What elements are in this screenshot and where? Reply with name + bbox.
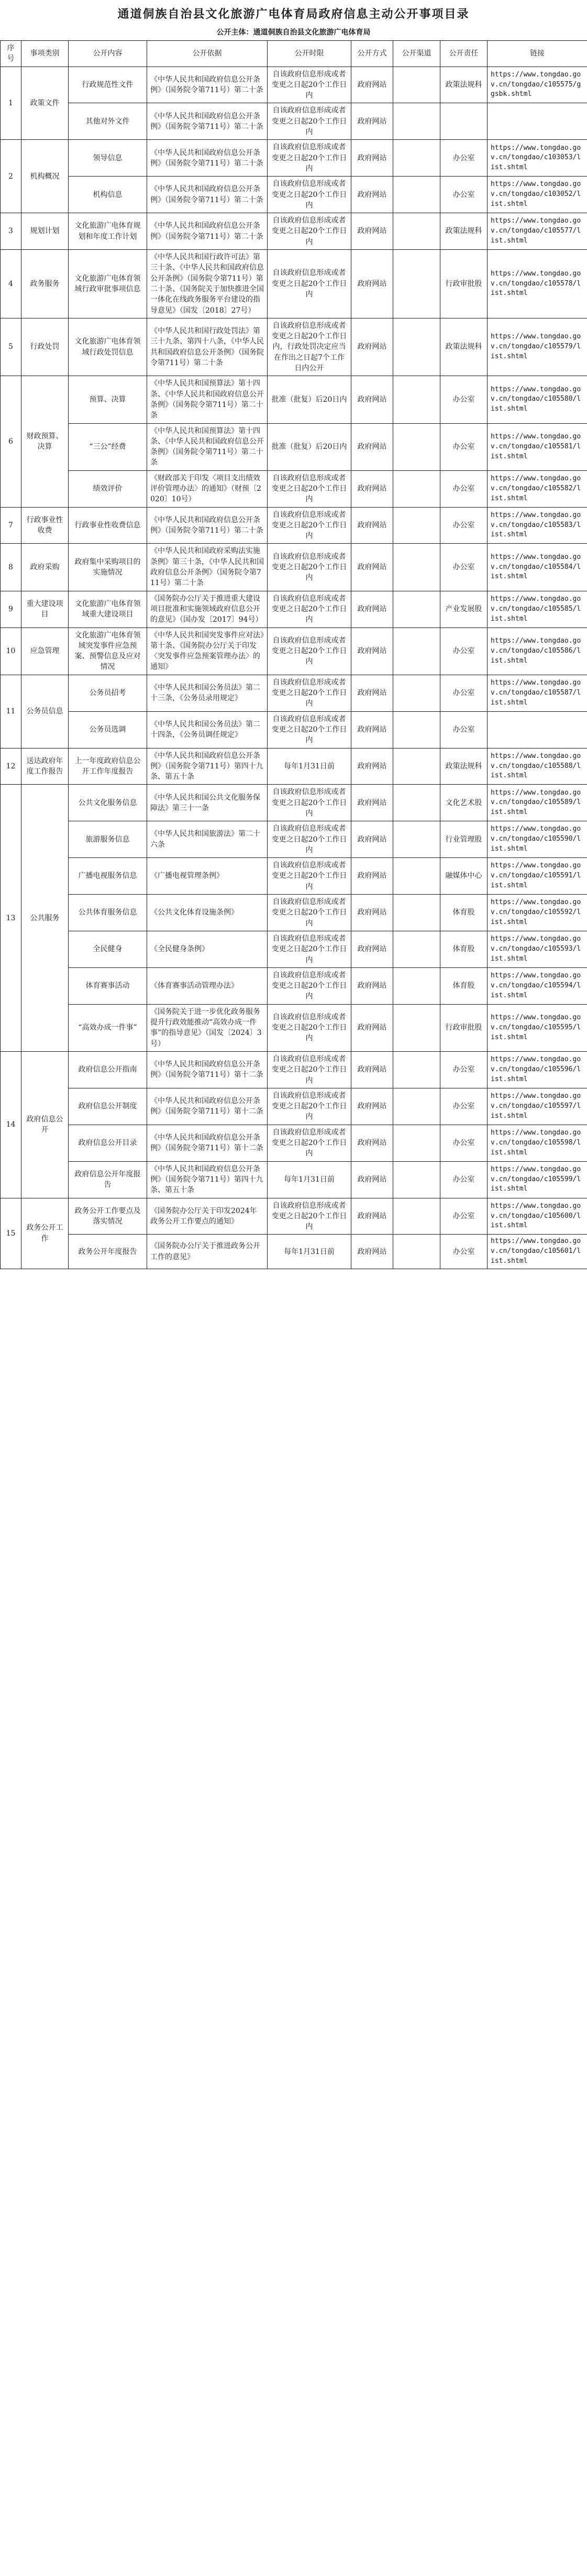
cell-method: 政府网站 xyxy=(351,895,393,931)
cell-category: 政务服务 xyxy=(21,250,69,318)
cell-category: 政府采购 xyxy=(21,544,69,591)
table-row xyxy=(1,507,587,544)
cell-no: 6 xyxy=(1,376,21,507)
cell-owner: 办公室 xyxy=(440,1161,488,1198)
cell-category: 行政事业性收费 xyxy=(21,507,69,544)
cell-method: 政府网站 xyxy=(351,544,393,591)
cell-basis: 《中华人民共和国政府信息公开条例》（国务院令第711号）第二十条 xyxy=(147,213,268,250)
cell-basis: 《广播电视管理条例》 xyxy=(147,858,268,895)
cell-method: 政府网站 xyxy=(351,1235,393,1269)
cell-basis: 《中华人民共和国政府信息公开条例》（国务院令第711号）第十二条 xyxy=(147,1125,268,1161)
table-row xyxy=(1,858,587,895)
cell-owner: 办公室 xyxy=(440,544,488,591)
table-row xyxy=(1,1088,587,1125)
cell-basis: 《国务院办公厅关于印发2024年政务公开工作要点的通知》 xyxy=(147,1198,268,1235)
table-row xyxy=(1,591,587,628)
cell-method: 政府网站 xyxy=(351,931,393,967)
cell-category: 政策文件 xyxy=(21,67,69,140)
cell-time-limit: 自该政府信息形成或者变更之日起20个工作日内，行政处罚决定应当在作出之日起7个工作日内公开 xyxy=(268,318,351,376)
cell-content: 政务公开年度报告 xyxy=(69,1235,147,1269)
cell-link[interactable]: https://www.tongdao.gov.cn/tongdao/c105588/list.shtml xyxy=(488,748,587,785)
cell-content: 旅游服务信息 xyxy=(69,821,147,858)
cell-basis: 《财政部关于印发〈项目支出绩效评价管理办法〉的通知》（财预〔2020〕10号） xyxy=(147,470,268,507)
cell-link[interactable]: https://www.tongdao.gov.cn/tongdao/c105581/list.shtml xyxy=(488,423,587,470)
cell-method: 政府网站 xyxy=(351,1051,393,1088)
cell-owner: 政策法规科 xyxy=(440,748,488,785)
cell-channel xyxy=(393,748,440,785)
cell-time-limit: 每年1月31日前 xyxy=(268,1161,351,1198)
table-row xyxy=(1,931,587,967)
cell-link[interactable]: https://www.tongdao.gov.cn/tongdao/c105592/list.shtml xyxy=(488,895,587,931)
cell-basis: 《国务院办公厅关于推进政务公开工作的意见》 xyxy=(147,1235,268,1269)
cell-owner: 办公室 xyxy=(440,177,488,213)
cell-channel xyxy=(393,591,440,628)
cell-channel xyxy=(393,103,440,140)
cell-content: 预算、决算 xyxy=(69,376,147,423)
table-row xyxy=(1,544,587,591)
cell-channel xyxy=(393,931,440,967)
cell-content: 政府信息公开年度报告 xyxy=(69,1161,147,1198)
cell-content: 行政事业性收费信息 xyxy=(69,507,147,544)
table-row xyxy=(1,821,587,858)
header-owner: 公开责任 xyxy=(440,41,488,67)
cell-owner: 办公室 xyxy=(440,1051,488,1088)
cell-owner: 政策法规科 xyxy=(440,318,488,376)
cell-link[interactable]: https://www.tongdao.gov.cn/tongdao/c105578/list.shtml xyxy=(488,250,587,318)
table-row xyxy=(1,1161,587,1198)
header-channel: 公开渠道 xyxy=(393,41,440,67)
cell-category: 公务员信息 xyxy=(21,675,69,748)
cell-owner: 办公室 xyxy=(440,628,488,675)
cell-owner: 办公室 xyxy=(440,470,488,507)
cell-owner: 体育股 xyxy=(440,967,488,1004)
table-row xyxy=(1,213,587,250)
cell-link[interactable]: https://www.tongdao.gov.cn/tongdao/c105593/list.shtml xyxy=(488,931,587,967)
cell-time-limit: 自该政府信息形成或者变更之日起20个工作日内 xyxy=(268,591,351,628)
cell-content: 绩效评价 xyxy=(69,470,147,507)
cell-time-limit: 自该政府信息形成或者变更之日起20个工作日内 xyxy=(268,931,351,967)
cell-basis: 《中华人民共和国政府信息公开条例》（国务院令第711号）第二十条 xyxy=(147,507,268,544)
cell-channel xyxy=(393,1198,440,1235)
cell-time-limit: 自该政府信息形成或者变更之日起20个工作日内 xyxy=(268,1125,351,1161)
cell-channel xyxy=(393,177,440,213)
cell-link[interactable]: https://www.tongdao.gov.cn/tongdao/c105575/ggsbk.shtml xyxy=(488,67,587,103)
cell-channel xyxy=(393,507,440,544)
cell-method: 政府网站 xyxy=(351,103,393,140)
cell-owner: 行政审批股 xyxy=(440,250,488,318)
cell-channel xyxy=(393,711,440,748)
cell-channel xyxy=(393,1004,440,1051)
cell-method: 政府网站 xyxy=(351,711,393,748)
cell-method: 政府网站 xyxy=(351,140,393,177)
cell-link[interactable]: https://www.tongdao.gov.cn/tongdao/c105582/list.shtml xyxy=(488,470,587,507)
cell-time-limit: 自该政府信息形成或者变更之日起20个工作日内 xyxy=(268,177,351,213)
cell-link[interactable]: https://www.tongdao.gov.cn/tongdao/c103052/list.shtml xyxy=(488,177,587,213)
table-row xyxy=(1,318,587,376)
cell-content: 文化旅游广电体育领域行政处罚信息 xyxy=(69,318,147,376)
cell-owner xyxy=(440,103,488,140)
cell-owner: 体育股 xyxy=(440,895,488,931)
table-row xyxy=(1,1125,587,1161)
cell-link[interactable]: https://www.tongdao.gov.cn/tongdao/c105597/list.shtml xyxy=(488,1088,587,1125)
cell-owner: 办公室 xyxy=(440,1198,488,1235)
cell-content: 机构信息 xyxy=(69,177,147,213)
cell-method: 政府网站 xyxy=(351,177,393,213)
cell-basis: 《中华人民共和国政府信息公开条例》（国务院令第711号）第二十条 xyxy=(147,140,268,177)
cell-content: 上一年度政府信息公开工作年度报告 xyxy=(69,748,147,785)
cell-category: 规划计划 xyxy=(21,213,69,250)
table-row xyxy=(1,177,587,213)
cell-method: 政府网站 xyxy=(351,858,393,895)
cell-time-limit: 自该政府信息形成或者变更之日起20个工作日内 xyxy=(268,507,351,544)
cell-content: 公共文化服务信息 xyxy=(69,785,147,821)
cell-link[interactable]: https://www.tongdao.gov.cn/tongdao/c105599/list.shtml xyxy=(488,1161,587,1198)
header-content: 公开内容 xyxy=(69,41,147,67)
cell-time-limit: 自该政府信息形成或者变更之日起20个工作日内 xyxy=(268,858,351,895)
cell-channel xyxy=(393,470,440,507)
cell-link[interactable]: https://www.tongdao.gov.cn/tongdao/c105591/list.shtml xyxy=(488,858,587,895)
cell-content: 广播电视服务信息 xyxy=(69,858,147,895)
cell-content: 文化旅游广电体育领域突发事件应急预案、预警信息及应对情况 xyxy=(69,628,147,675)
table-row xyxy=(1,470,587,507)
cell-no: 7 xyxy=(1,507,21,544)
cell-time-limit: 自该政府信息形成或者变更之日起20个工作日内 xyxy=(268,1004,351,1051)
cell-link[interactable]: https://www.tongdao.gov.cn/tongdao/c105580/list.shtml xyxy=(488,376,587,423)
cell-method: 政府网站 xyxy=(351,318,393,376)
cell-no: 11 xyxy=(1,675,21,748)
table-row xyxy=(1,967,587,1004)
cell-owner: 办公室 xyxy=(440,376,488,423)
cell-channel xyxy=(393,895,440,931)
header-link: 链接 xyxy=(488,41,587,67)
cell-link[interactable]: https://www.tongdao.gov.cn/tongdao/c105600/list.shtml xyxy=(488,1198,587,1235)
cell-link[interactable]: https://www.tongdao.gov.cn/tongdao/c103053/list.shtml xyxy=(488,140,587,177)
cell-time-limit: 批准（批复）后20日内 xyxy=(268,376,351,423)
header-method: 公开方式 xyxy=(351,41,393,67)
cell-time-limit: 自该政府信息形成或者变更之日起20个工作日内 xyxy=(268,140,351,177)
cell-link[interactable]: https://www.tongdao.gov.cn/tongdao/c105586/list.shtml xyxy=(488,628,587,675)
cell-link[interactable]: https://www.tongdao.gov.cn/tongdao/c105589/list.shtml xyxy=(488,785,587,821)
cell-owner: 办公室 xyxy=(440,711,488,748)
cell-channel xyxy=(393,628,440,675)
cell-channel xyxy=(393,1051,440,1088)
cell-method: 政府网站 xyxy=(351,748,393,785)
cell-channel xyxy=(393,1088,440,1125)
cell-no: 8 xyxy=(1,544,21,591)
cell-link[interactable]: https://www.tongdao.gov.cn/tongdao/c105577/list.shtml xyxy=(488,213,587,250)
cell-method: 政府网站 xyxy=(351,250,393,318)
cell-content: 领导信息 xyxy=(69,140,147,177)
cell-no: 10 xyxy=(1,628,21,675)
cell-category: 机构概况 xyxy=(21,140,69,213)
cell-method: 政府网站 xyxy=(351,967,393,1004)
disclosure-catalog-table xyxy=(0,40,587,1269)
cell-content: 公共体育服务信息 xyxy=(69,895,147,931)
cell-no: 14 xyxy=(1,1051,21,1198)
cell-basis: 《中华人民共和国行政处罚法》第三十九条、第四十八条，《中华人民共和国政府信息公开条例》（国务院令第711号）第二十条 xyxy=(147,318,268,376)
cell-no: 12 xyxy=(1,748,21,785)
cell-method: 政府网站 xyxy=(351,785,393,821)
catalog-body xyxy=(1,67,587,1269)
cell-no: 5 xyxy=(1,318,21,376)
table-row xyxy=(1,711,587,748)
cell-channel xyxy=(393,140,440,177)
cell-basis: 《中华人民共和国突发事件应对法》第十条、《国务院办公厅关于印发〈突发事件应急预案管理办法〉的通知》 xyxy=(147,628,268,675)
cell-no: 9 xyxy=(1,591,21,628)
cell-content: 行政规范性文件 xyxy=(69,67,147,103)
cell-category: 重大建设项目 xyxy=(21,591,69,628)
cell-link[interactable]: https://www.tongdao.gov.cn/tongdao/c105595/list.shtml xyxy=(488,1004,587,1051)
cell-category: 送达政府年度工作报告 xyxy=(21,748,69,785)
cell-method: 政府网站 xyxy=(351,423,393,470)
cell-time-limit: 自该政府信息形成或者变更之日起20个工作日内 xyxy=(268,103,351,140)
cell-basis: 《中华人民共和国政府信息公开条例》（国务院令第711号）第二十条 xyxy=(147,103,268,140)
cell-owner: 办公室 xyxy=(440,507,488,544)
cell-content: 政务公开工作要点及落实情况 xyxy=(69,1198,147,1235)
cell-channel xyxy=(393,250,440,318)
table-row xyxy=(1,67,587,103)
cell-content: 文化旅游广电体育领域重大建设项目 xyxy=(69,591,147,628)
cell-channel xyxy=(393,785,440,821)
header-category: 事项类别 xyxy=(21,41,69,67)
table-row xyxy=(1,140,587,177)
cell-content: “三公”经费 xyxy=(69,423,147,470)
cell-channel xyxy=(393,1161,440,1198)
cell-time-limit: 自该政府信息形成或者变更之日起20个工作日内 xyxy=(268,1051,351,1088)
cell-owner: 政策法规科 xyxy=(440,213,488,250)
cell-method: 政府网站 xyxy=(351,1198,393,1235)
cell-link[interactable]: https://www.tongdao.gov.cn/tongdao/c105601/list.shtml xyxy=(488,1235,587,1269)
cell-channel xyxy=(393,1235,440,1269)
cell-no: 2 xyxy=(1,140,21,213)
header-no: 序号 xyxy=(1,41,21,67)
cell-method: 政府网站 xyxy=(351,1004,393,1051)
cell-time-limit: 自该政府信息形成或者变更之日起20个工作日内 xyxy=(268,895,351,931)
cell-basis: 《体育赛事活动管理办法》 xyxy=(147,967,268,1004)
cell-time-limit: 自该政府信息形成或者变更之日起20个工作日内 xyxy=(268,821,351,858)
cell-method: 政府网站 xyxy=(351,675,393,711)
table-header-row xyxy=(1,41,587,67)
cell-link[interactable] xyxy=(488,103,587,140)
table-row xyxy=(1,250,587,318)
cell-owner: 办公室 xyxy=(440,1088,488,1125)
cell-basis: 《中华人民共和国行政许可法》第三十条、《中华人民共和国政府信息公开条例》（国务院令第711号）第二十条、《国务院关于加快推进全国一体化在线政务服务平台建设的指导意见》（国发〔2018〕27号） xyxy=(147,250,268,318)
cell-link[interactable]: https://www.tongdao.gov.cn/tongdao/c105587/list.shtml xyxy=(488,675,587,711)
cell-link[interactable]: https://www.tongdao.gov.cn/tongdao/c105590/list.shtml xyxy=(488,821,587,858)
table-row xyxy=(1,748,587,785)
cell-no: 1 xyxy=(1,67,21,140)
page-title: 通道侗族自治县文化旅游广电体育局政府信息主动公开事项目录 xyxy=(0,5,587,21)
cell-content: 其他对外文件 xyxy=(69,103,147,140)
cell-basis: 《中华人民共和国公务员法》第二十四条，《公务员调任规定》 xyxy=(147,711,268,748)
cell-basis: 《全民健身条例》 xyxy=(147,931,268,967)
cell-category: 政府信息公开 xyxy=(21,1051,69,1198)
cell-owner: 办公室 xyxy=(440,1235,488,1269)
cell-category: 应急管理 xyxy=(21,628,69,675)
cell-content: 公务员招考 xyxy=(69,675,147,711)
cell-basis: 《中华人民共和国政府信息公开条例》（国务院令第711号）第四十九条、第五十条 xyxy=(147,748,268,785)
table-row xyxy=(1,1198,587,1235)
cell-time-limit: 自该政府信息形成或者变更之日起20个工作日内 xyxy=(268,785,351,821)
cell-link[interactable]: https://www.tongdao.gov.cn/tongdao/c105579/list.shtml xyxy=(488,318,587,376)
cell-time-limit: 批准（批复）后20日内 xyxy=(268,423,351,470)
cell-no: 4 xyxy=(1,250,21,318)
cell-content: 政府信息公开目录 xyxy=(69,1125,147,1161)
cell-owner: 行业管理股 xyxy=(440,821,488,858)
header-basis: 公开依据 xyxy=(147,41,268,67)
cell-time-limit: 自该政府信息形成或者变更之日起20个工作日内 xyxy=(268,67,351,103)
cell-owner: 文化艺术股 xyxy=(440,785,488,821)
cell-channel xyxy=(393,318,440,376)
cell-time-limit: 自该政府信息形成或者变更之日起20个工作日内 xyxy=(268,711,351,748)
cell-content: 体育赛事活动 xyxy=(69,967,147,1004)
cell-basis: 《中华人民共和国预算法》第十四条、《中华人民共和国政府信息公开条例》（国务院令第711号）第二十条 xyxy=(147,423,268,470)
cell-content: “高效办成一件事” xyxy=(69,1004,147,1051)
cell-method: 政府网站 xyxy=(351,1161,393,1198)
cell-basis: 《国务院办公厅关于推进重大建设项目批准和实施领域政府信息公开的意见》（国办发〔2017〕94号） xyxy=(147,591,268,628)
table-row xyxy=(1,103,587,140)
cell-owner: 政策法规科 xyxy=(440,67,488,103)
cell-time-limit: 自该政府信息形成或者变更之日起20个工作日内 xyxy=(268,250,351,318)
cell-channel xyxy=(393,1125,440,1161)
cell-channel xyxy=(393,376,440,423)
cell-channel xyxy=(393,67,440,103)
page-subtitle: 公开主体：通道侗族自治县文化旅游广电体育局 xyxy=(0,27,587,37)
cell-channel xyxy=(393,821,440,858)
cell-no: 15 xyxy=(1,1198,21,1269)
cell-basis: 《中华人民共和国公务员法》第二十三条，《公务员录用规定》 xyxy=(147,675,268,711)
cell-category: 政务公开工作 xyxy=(21,1198,69,1269)
cell-channel xyxy=(393,967,440,1004)
cell-owner: 体育股 xyxy=(440,931,488,967)
table-row xyxy=(1,1051,587,1088)
cell-time-limit: 自该政府信息形成或者变更之日起20个工作日内 xyxy=(268,967,351,1004)
cell-basis: 《中华人民共和国旅游法》第二十六条 xyxy=(147,821,268,858)
cell-method: 政府网站 xyxy=(351,470,393,507)
cell-category: 公共服务 xyxy=(21,785,69,1052)
cell-time-limit: 自该政府信息形成或者变更之日起20个工作日内 xyxy=(268,1198,351,1235)
cell-basis: 《中华人民共和国政府采购法实施条例》第三十条，《中华人民共和国政府信息公开条例》（国务院令第711号）第二十条 xyxy=(147,544,268,591)
table-row xyxy=(1,628,587,675)
cell-basis: 《中华人民共和国政府信息公开条例》（国务院令第711号）第二十条 xyxy=(147,177,268,213)
cell-no: 3 xyxy=(1,213,21,250)
cell-link[interactable]: https://www.tongdao.gov.cn/tongdao/c105598/list.shtml xyxy=(488,1125,587,1161)
cell-basis: 《公共文化体育设施条例》 xyxy=(147,895,268,931)
cell-owner: 融媒体中心 xyxy=(440,858,488,895)
cell-method: 政府网站 xyxy=(351,1088,393,1125)
cell-basis: 《中华人民共和国政府信息公开条例》（国务院令第711号）第二十条 xyxy=(147,67,268,103)
cell-link[interactable]: https://www.tongdao.gov.cn/tongdao/c105584/list.shtml xyxy=(488,544,587,591)
cell-time-limit: 每年1月31日前 xyxy=(268,1235,351,1269)
table-row xyxy=(1,675,587,711)
cell-owner: 办公室 xyxy=(440,1125,488,1161)
cell-time-limit: 自该政府信息形成或者变更之日起20个工作日内 xyxy=(268,675,351,711)
cell-time-limit: 自该政府信息形成或者变更之日起20个工作日内 xyxy=(268,1088,351,1125)
cell-time-limit: 自该政府信息形成或者变更之日起20个工作日内 xyxy=(268,544,351,591)
cell-time-limit: 每年1月31日前 xyxy=(268,748,351,785)
cell-basis: 《中华人民共和国政府信息公开条例》（国务院令第711号）第十二条 xyxy=(147,1088,268,1125)
cell-content: 文化旅游广电体育领域行政审批事项信息 xyxy=(69,250,147,318)
table-row xyxy=(1,376,587,423)
header-time-limit: 公开时限 xyxy=(268,41,351,67)
cell-method: 政府网站 xyxy=(351,213,393,250)
table-row xyxy=(1,895,587,931)
cell-basis: 《中华人民共和国政府信息公开条例》（国务院令第711号）第四十九条、第五十条 xyxy=(147,1161,268,1198)
table-row xyxy=(1,1004,587,1051)
cell-content: 政府信息公开指南 xyxy=(69,1051,147,1088)
cell-content: 全民健身 xyxy=(69,931,147,967)
cell-method: 政府网站 xyxy=(351,376,393,423)
cell-basis: 《中华人民共和国公共文化服务保障法》第三十一条 xyxy=(147,785,268,821)
cell-content: 公务员选调 xyxy=(69,711,147,748)
cell-category: 财政预算、决算 xyxy=(21,376,69,507)
cell-channel xyxy=(393,423,440,470)
cell-content: 政府信息公开制度 xyxy=(69,1088,147,1125)
cell-content: 政府集中采购项目的实施情况 xyxy=(69,544,147,591)
cell-channel xyxy=(393,675,440,711)
cell-time-limit: 自该政府信息形成或者变更之日起20个工作日内 xyxy=(268,628,351,675)
cell-category: 行政处罚 xyxy=(21,318,69,376)
table-row xyxy=(1,785,587,821)
cell-link[interactable]: https://www.tongdao.gov.cn/tongdao/c105596/list.shtml xyxy=(488,1051,587,1088)
cell-content: 文化旅游广电体育规划和年度工作计划 xyxy=(69,213,147,250)
table-row xyxy=(1,1235,587,1269)
cell-channel xyxy=(393,213,440,250)
cell-method: 政府网站 xyxy=(351,591,393,628)
cell-link[interactable]: https://www.tongdao.gov.cn/tongdao/c105594/list.shtml xyxy=(488,967,587,1004)
cell-method: 政府网站 xyxy=(351,1125,393,1161)
cell-no: 13 xyxy=(1,785,21,1052)
cell-owner: 办公室 xyxy=(440,140,488,177)
cell-owner: 办公室 xyxy=(440,423,488,470)
cell-time-limit: 自该政府信息形成或者变更之日起20个工作日内 xyxy=(268,470,351,507)
cell-method: 政府网站 xyxy=(351,821,393,858)
cell-link[interactable]: https://www.tongdao.gov.cn/tongdao/c105583/list.shtml xyxy=(488,507,587,544)
cell-channel xyxy=(393,858,440,895)
cell-link[interactable]: https://www.tongdao.gov.cn/tongdao/c105585/list.shtml xyxy=(488,591,587,628)
cell-basis: 《中华人民共和国预算法》第十四条、《中华人民共和国政府信息公开条例》（国务院令第711号）第二十条 xyxy=(147,376,268,423)
cell-channel xyxy=(393,544,440,591)
cell-method: 政府网站 xyxy=(351,67,393,103)
cell-owner: 产业发展股 xyxy=(440,591,488,628)
cell-basis: 《国务院关于进一步优化政务服务提升行政效能推动“高效办成一件事”的指导意见》（国发〔2024〕3号） xyxy=(147,1004,268,1051)
cell-owner: 办公室 xyxy=(440,675,488,711)
cell-owner: 行政审批股 xyxy=(440,1004,488,1051)
cell-time-limit: 自该政府信息形成或者变更之日起20个工作日内 xyxy=(268,213,351,250)
table-row xyxy=(1,423,587,470)
cell-method: 政府网站 xyxy=(351,628,393,675)
cell-link[interactable] xyxy=(488,711,587,748)
cell-method: 政府网站 xyxy=(351,507,393,544)
cell-basis: 《中华人民共和国政府信息公开条例》（国务院令第711号）第十二条 xyxy=(147,1051,268,1088)
